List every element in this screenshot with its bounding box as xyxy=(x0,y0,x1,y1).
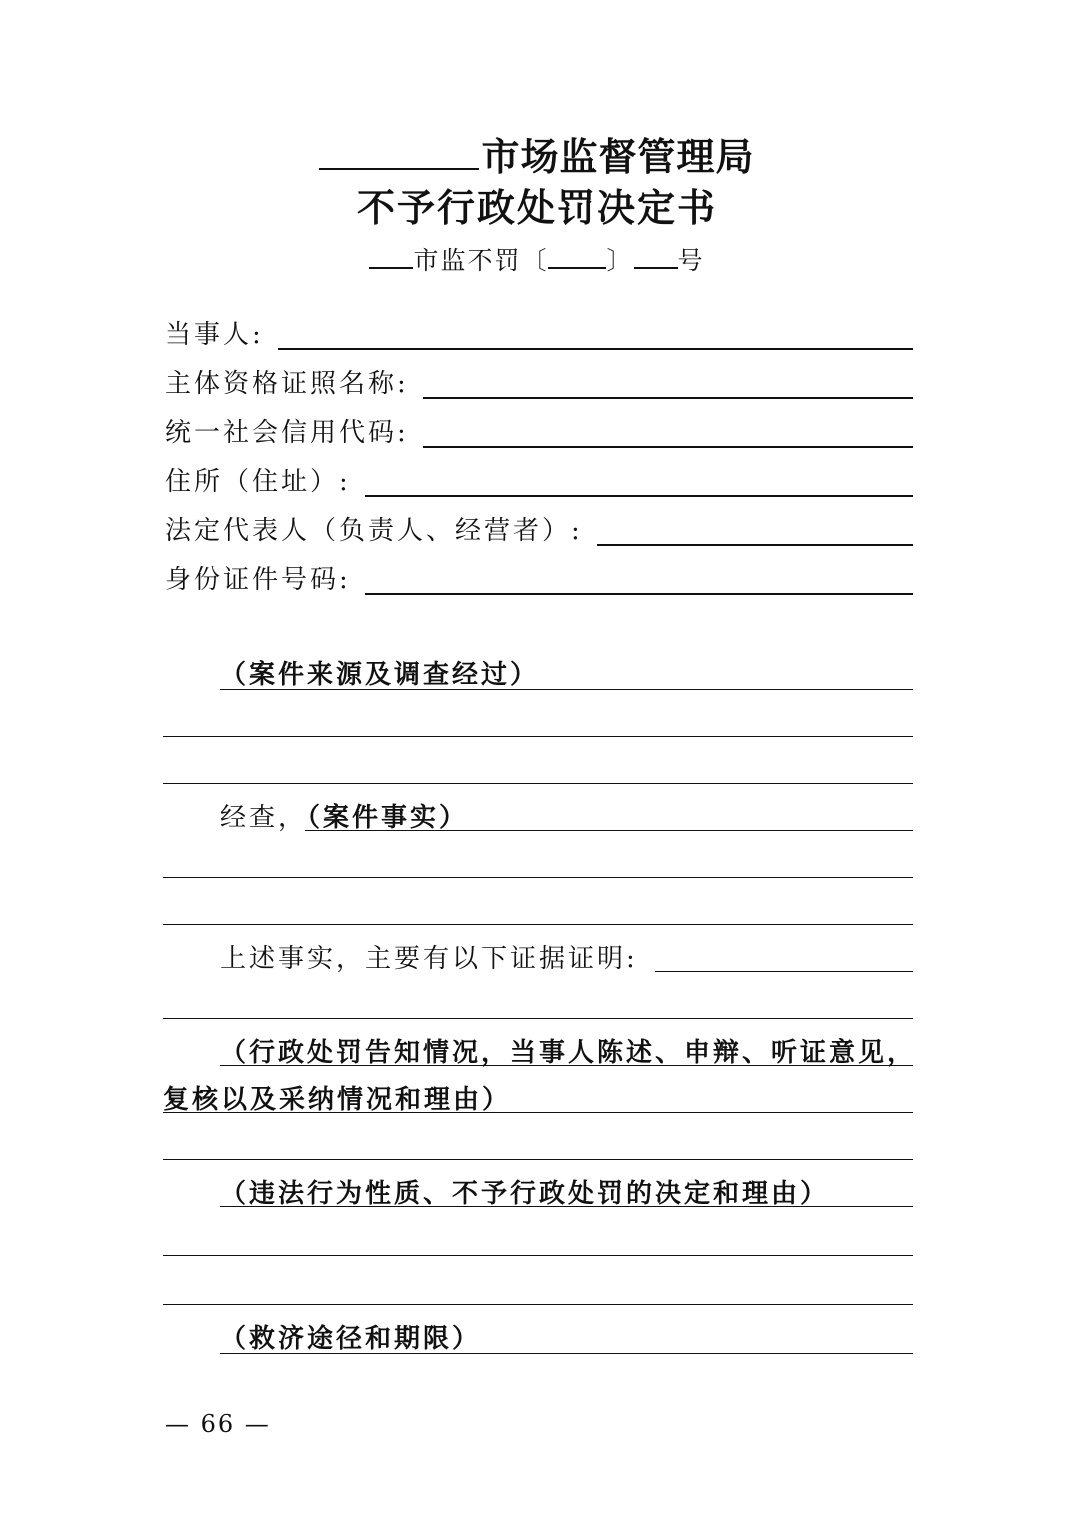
blank-line xyxy=(163,924,913,925)
field-id-number-label: 身份证件号码: xyxy=(165,565,351,595)
field-address-line xyxy=(365,493,913,497)
blank-line xyxy=(163,1018,913,1019)
blank-line xyxy=(163,1304,913,1305)
field-credit-code-label: 统一社会信用代码: xyxy=(165,418,409,448)
docno-blank-year xyxy=(548,243,606,269)
bureau-title xyxy=(0,130,1074,183)
blank-line xyxy=(163,1159,913,1160)
field-license-name xyxy=(165,363,913,403)
document-number xyxy=(0,243,1074,279)
field-party-label: 当事人: xyxy=(165,320,264,350)
case-source-line xyxy=(220,689,913,690)
field-address xyxy=(165,461,913,501)
facts-line xyxy=(305,830,913,831)
blank-line xyxy=(163,736,913,737)
docno-text-2: 〕 xyxy=(606,246,634,275)
field-license-name-label: 主体资格证照名称: xyxy=(165,369,409,399)
field-address-label: 住所（住址）: xyxy=(165,467,351,497)
field-id-number xyxy=(165,559,913,599)
notice-text-line2: 复核以及采纳情况和理由） xyxy=(163,1085,512,1115)
docno-blank-serial xyxy=(634,243,678,269)
page-number: — 66 — xyxy=(165,1410,271,1438)
notice-text-line1: （行政处罚告知情况，当事人陈述、申辩、听证意见， xyxy=(220,1038,917,1068)
bureau-name-blank xyxy=(319,130,479,170)
facts-text: （案件事实） xyxy=(307,803,469,833)
case-source-text: （案件来源及调查经过） xyxy=(220,660,540,690)
facts-prefix: 经查， xyxy=(220,803,308,833)
nature-text: （违法行为性质、不予行政处罚的决定和理由） xyxy=(220,1179,830,1209)
field-credit-code xyxy=(165,412,913,452)
nature-line xyxy=(220,1206,913,1207)
remedy-text: （救济途径和期限） xyxy=(220,1324,482,1354)
blank-line xyxy=(163,1255,913,1256)
docno-text-3: 号 xyxy=(677,246,705,275)
field-party xyxy=(165,314,913,354)
field-credit-code-line xyxy=(423,444,913,448)
field-legal-rep xyxy=(165,510,913,550)
blank-line xyxy=(163,783,913,784)
remedy-line xyxy=(220,1353,913,1354)
field-id-number-line xyxy=(365,591,913,595)
bureau-title-text: 市场监督管理局 xyxy=(481,134,755,179)
evidence-text: 上述事实，主要有以下证据证明: xyxy=(220,944,638,974)
notice-line-2 xyxy=(163,1112,913,1113)
notice-line-1 xyxy=(220,1065,913,1066)
evidence-line xyxy=(655,971,913,972)
docno-text-1: 市监不罚〔 xyxy=(413,246,549,275)
field-legal-rep-label: 法定代表人（负责人、经营者）: xyxy=(165,516,583,546)
field-party-line xyxy=(278,346,913,350)
field-legal-rep-line xyxy=(597,542,913,546)
document-title: 不予行政处罚决定书 xyxy=(356,185,717,230)
docno-blank-region xyxy=(369,243,413,269)
blank-line xyxy=(163,877,913,878)
field-license-name-line xyxy=(423,395,913,399)
